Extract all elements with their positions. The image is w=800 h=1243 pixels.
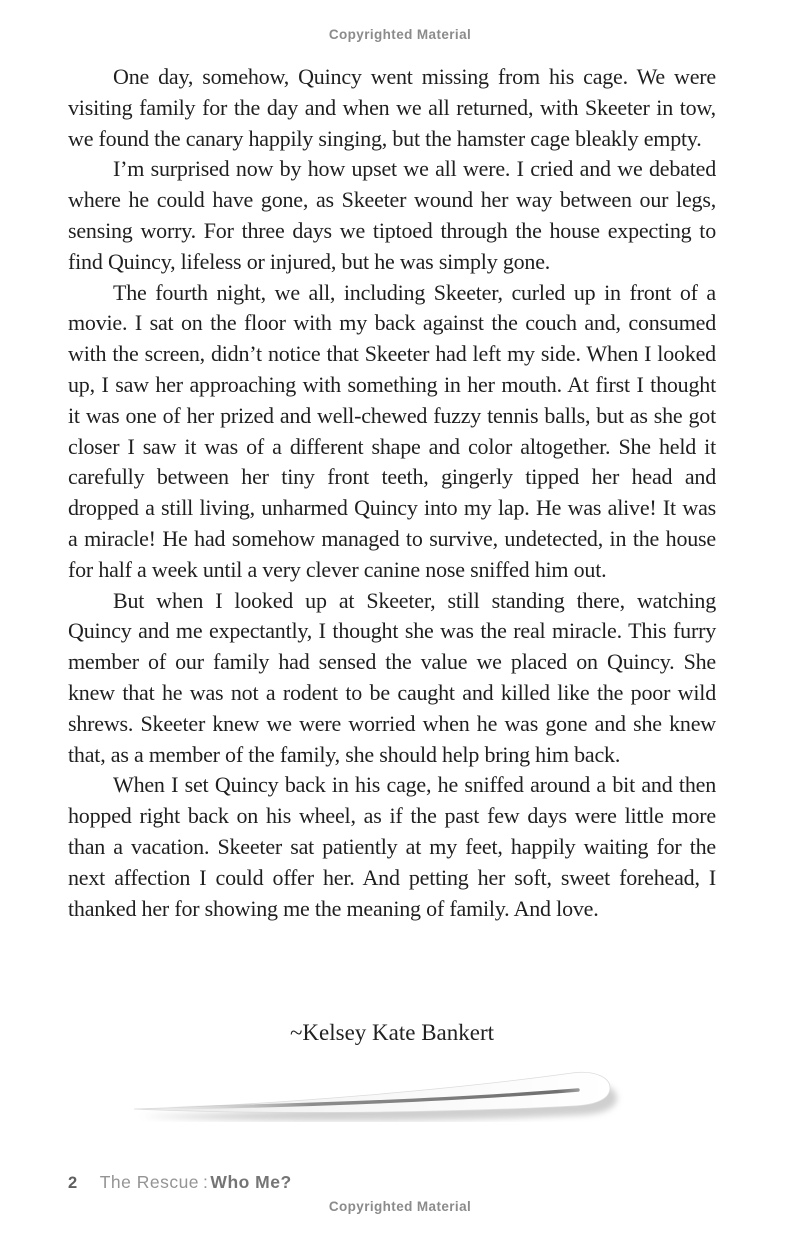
author-attribution: ~Kelsey Kate Bankert [289,1020,495,1045]
running-footer [68,1172,716,1193]
paragraph: The fourth night, we all, including Skeeter, curled up in front of a movie. I sat on the floor with my back against the couch and, consumed with the screen, didn’t notice that Skeeter had left my side. When I looked up, I saw her approaching with something in her mouth. At first I thought it was one of her prized and well-chewed fuzzy tennis balls, but as she got closer I saw it was of a different shape and color altogether. She held it carefully between her tiny front teeth, gingerly tipped her head and dropped a still living, unharmed Quincy into my lap. He was alive! It was a miracle! He had somehow managed to survive, undetected, in the house for half a week until a very clever canine nose sniffed him out. [68,279,716,582]
copyright-notice-top: Copyrighted Material [328,27,472,42]
story-text [68,62,716,924]
paragraph: One day, somehow, Quincy went missing from his cage. We were visiting family for the day and when we all returned, with Skeeter in tow, we found the canary happily singing, but the hamster cage bleakly empty. [68,64,716,151]
chapter-title: Who Me? [210,1172,292,1192]
title-separator: : [203,1172,209,1192]
paragraph: When I set Quincy back in his cage, he sniffed around a bit and then hopped right back on his wheel, as if the past few days were little more than a vacation. Skeeter sat patiently at my feet, happily waiting for the next affection I could offer her. And petting her soft, sweet forehead, I thanked her for showing me the meaning of family. And love. [68,772,716,921]
paragraph: But when I looked up at Skeeter, still standing there, watching Quincy and me expectantly, I thought she was the real miracle. This furry member of our family had sensed the value we placed on Quincy. She knew that he was not a rodent to be caught and killed like the poor wild shrews. Skeeter knew we were worried when he was gone and she knew that, as a member of the family, she should help bring him back. [68,587,716,767]
swoosh-graphic [126,1058,634,1122]
copyright-notice-bottom: Copyrighted Material [328,1199,472,1214]
book-title: The Rescue [99,1172,200,1192]
decorative-swoosh [126,1058,634,1122]
page-number: 2 [68,1174,78,1192]
paragraph: I’m surprised now by how upset we all were. I cried and we debated where he could have gone, as Skeeter wound her way between our legs, sensing worry. For three days we tiptoed through the house expecting to find Quincy, lifeless or injured, but he was simply gone. [68,156,716,274]
